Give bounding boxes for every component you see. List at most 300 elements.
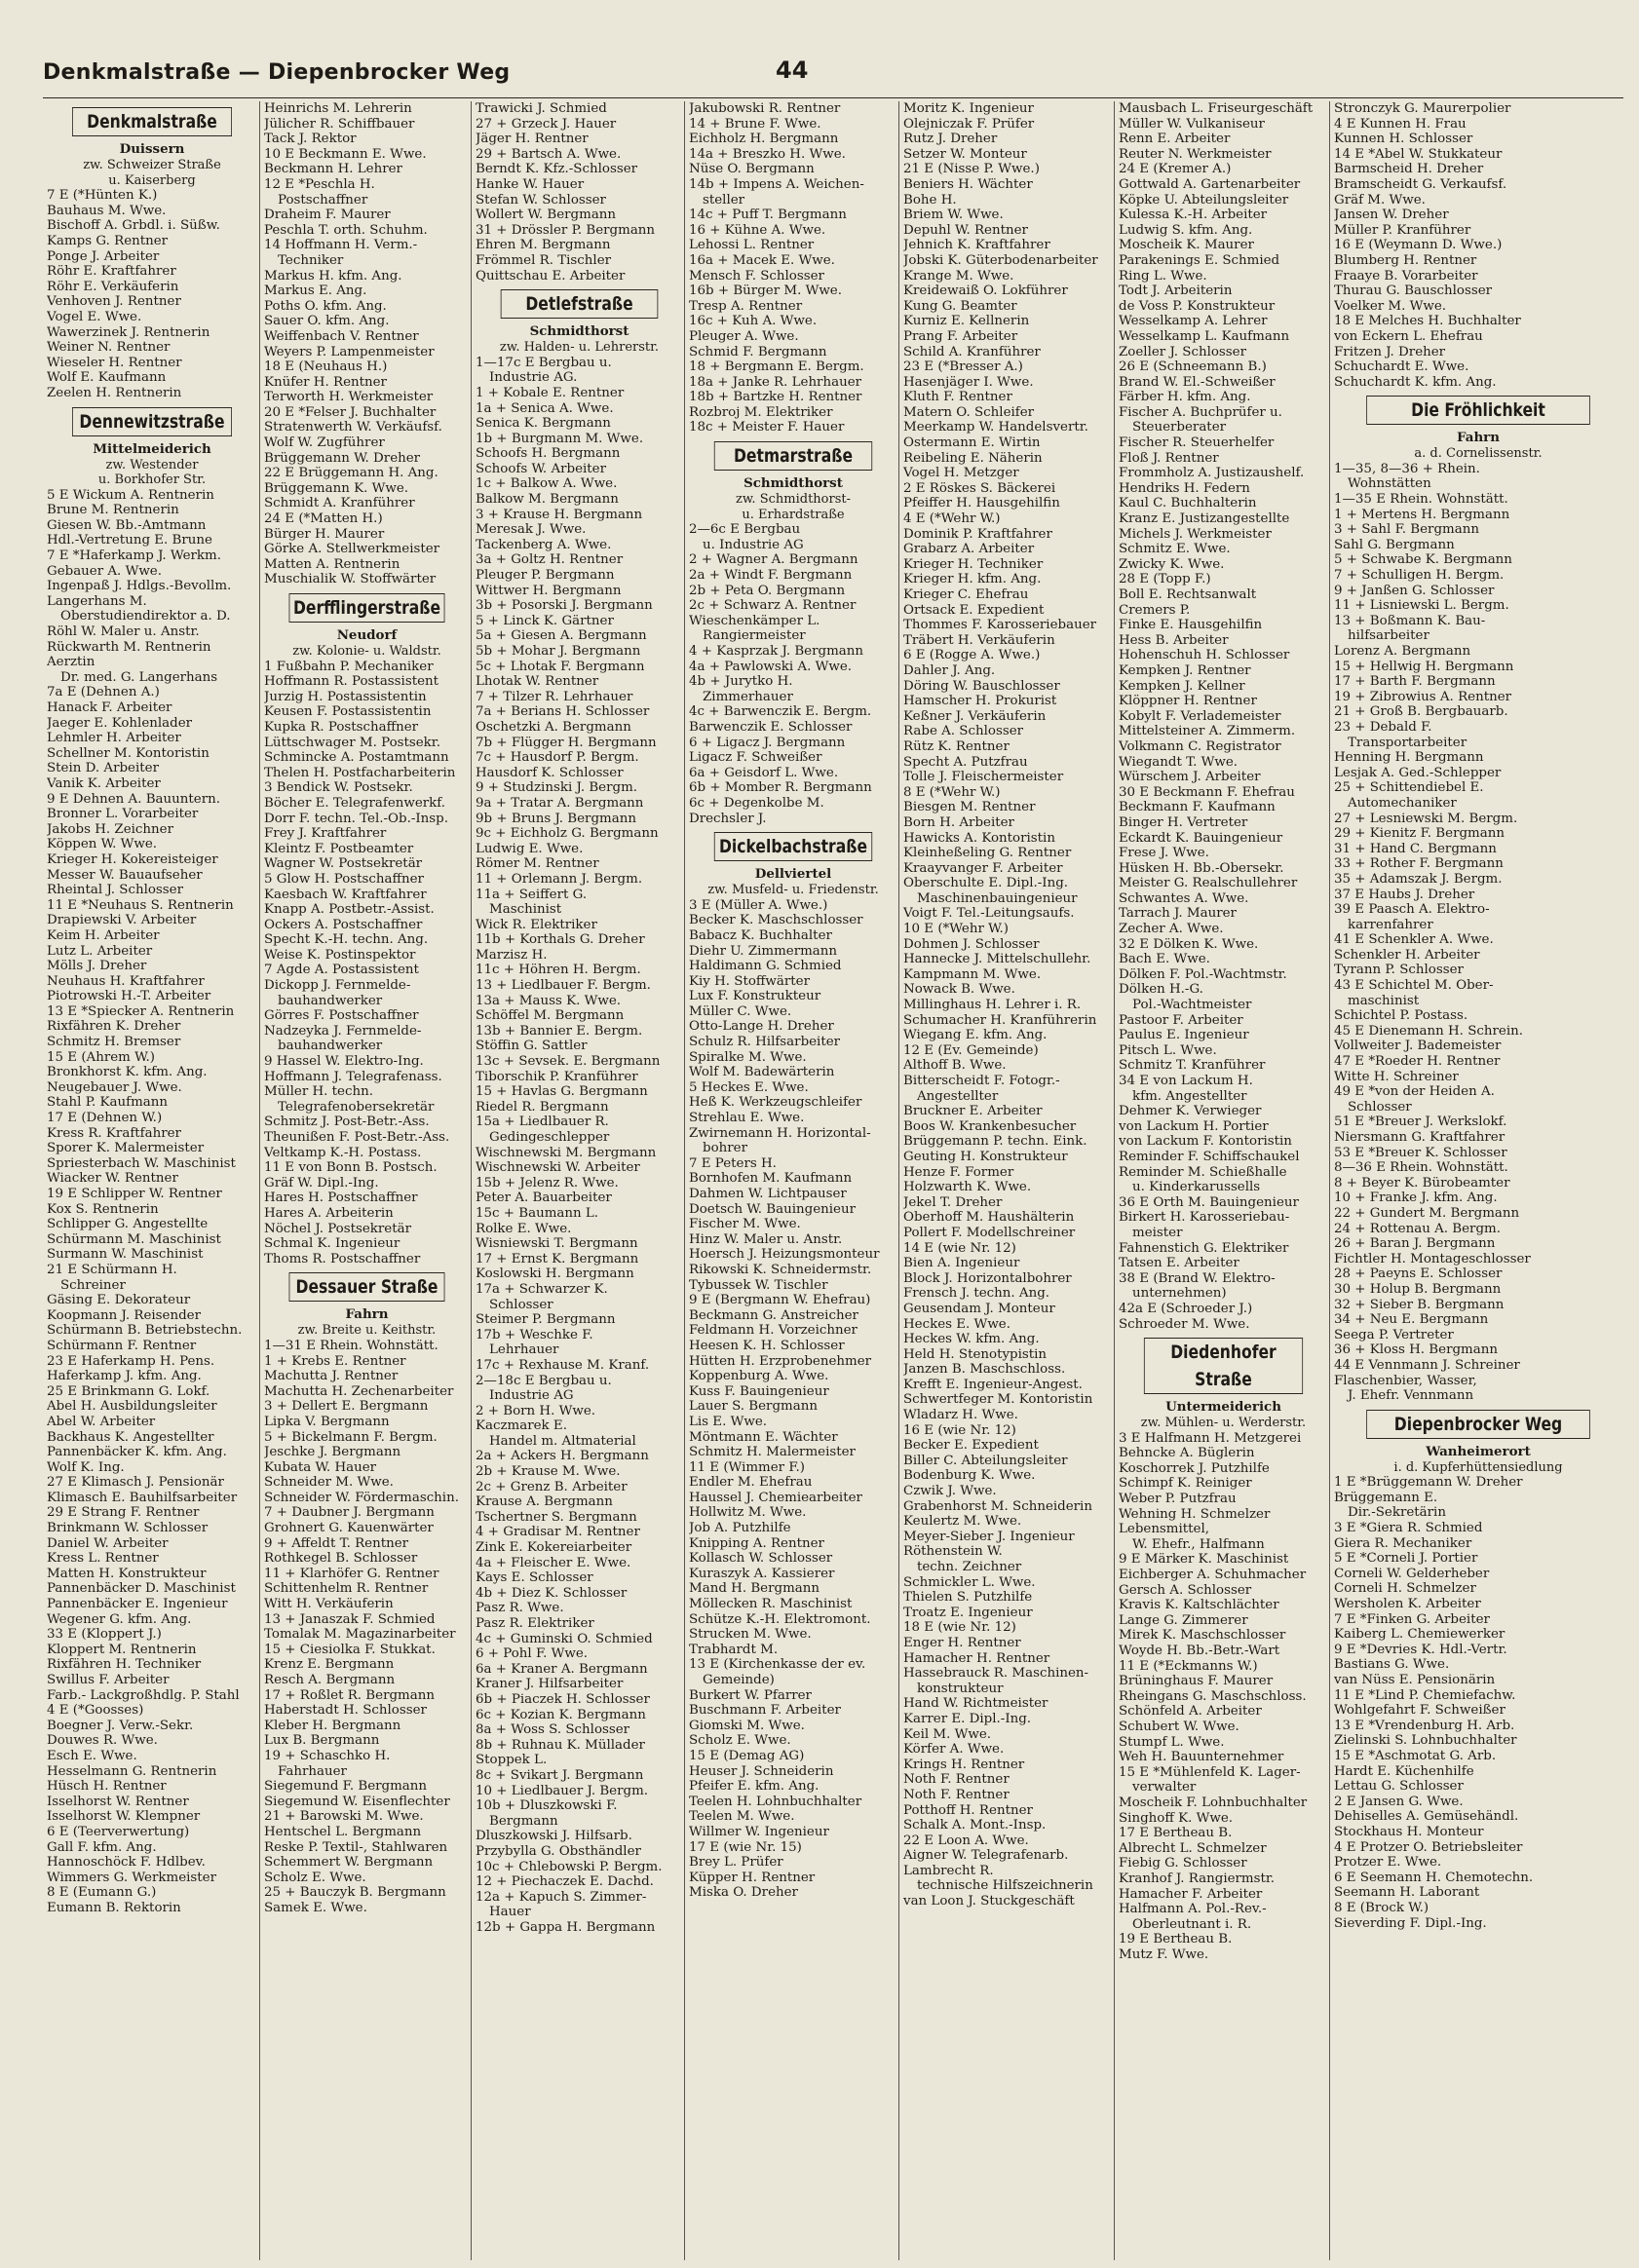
resident-entry: Keim H. Arbeiter [47, 927, 160, 943]
resident-entry: 11 E von Bonn B. Postsch. [264, 1160, 438, 1176]
entry-continuation: Schreiner [60, 1277, 126, 1293]
resident-entry: Kiy H. Stoffwärter [689, 973, 810, 989]
resident-entry: Schimpf K. Reiniger [1119, 1476, 1252, 1492]
resident-entry: Daniel W. Arbeiter [47, 1535, 169, 1551]
resident-entry: 3 Bendick W. Postsekr. [264, 780, 413, 796]
resident-entry: Nadzeyka J. Fernmelde- [264, 1023, 422, 1039]
resident-entry: 28 + Paeyns E. Schlosser [1334, 1266, 1503, 1282]
resident-entry: 9b + Bruns J. Bergmann [476, 811, 636, 826]
resident-entry: Tiborschik P. Kranführer [476, 1069, 638, 1084]
resident-entry: Ligacz F. Schweißer [689, 750, 822, 766]
resident-entry: Hannecke J. Mittelschullehr. [903, 952, 1091, 967]
resident-entry: 14 E *Abel W. Stukkateur [1334, 146, 1503, 162]
resident-entry: Specht K.-H. techn. Ang. [264, 932, 429, 948]
resident-entry: Teelen M. Wwe. [689, 1809, 795, 1825]
resident-entry: Seemann H. Laborant [1334, 1885, 1480, 1901]
resident-entry: Czwik J. Wwe. [903, 1484, 997, 1499]
resident-entry: Spiralke M. Wwe. [689, 1049, 807, 1065]
resident-entry: 19 E Bertheau B. [1119, 1932, 1233, 1947]
resident-entry: Knipping A. Rentner [689, 1535, 824, 1551]
resident-entry: Müller C. Wwe. [689, 1003, 792, 1019]
resident-entry: Giera R. Mechaniker [1334, 1535, 1472, 1551]
resident-entry: Schemmert W. Bergmann [264, 1855, 434, 1871]
resident-entry: Hess B. Arbeiter [1119, 632, 1229, 648]
entry-continuation: kfm. Angestellter [1132, 1088, 1247, 1104]
resident-entry: Kaiberg L. Chemiewerker [1334, 1627, 1506, 1643]
resident-entry: Schmidt A. Kranführer [264, 496, 415, 511]
resident-entry: Kulessa K.-H. Arbeiter [1119, 208, 1268, 223]
resident-entry: 10 + Liedlbauer J. Bergm. [476, 1783, 649, 1798]
resident-entry: Dahmen W. Lichtpauser [689, 1187, 847, 1201]
resident-entry: Weise K. Postinspektor [264, 947, 416, 963]
resident-entry: 13 E *Spiecker A. Rentnerin [47, 1003, 235, 1019]
resident-entry: 7 Agde A. Postassistent [264, 963, 419, 978]
resident-entry: Brand W. El.-Schweißer [1119, 374, 1276, 390]
resident-entry: Jeschke J. Bergmann [264, 1445, 401, 1460]
resident-entry: Boll E. Rechtsanwalt [1119, 587, 1257, 602]
resident-entry: Draheim F. Maurer [264, 208, 391, 223]
resident-entry: 15 + Ciesiolka F. Stukkat. [264, 1642, 436, 1657]
resident-entry: Douwes R. Wwe. [47, 1733, 158, 1749]
entry-continuation: karrenfahrer [1348, 917, 1433, 932]
entry-continuation: Maschinenbauingenieur [917, 890, 1078, 906]
resident-entry: 19 E Schlipper W. Rentner [47, 1187, 222, 1201]
resident-entry: Hausdorf K. Schlosser [476, 765, 624, 780]
resident-entry: 16 + Kühne A. Wwe. [689, 222, 826, 238]
entry-continuation: steller [703, 192, 745, 208]
resident-entry: 4c + Barwenczik E. Bergm. [689, 704, 872, 720]
resident-entry: Knapp A. Postbetr.-Assist. [264, 902, 435, 918]
resident-entry: Kurniz E. Kellnerin [903, 314, 1030, 329]
resident-entry: Beckmann G. Anstreicher [689, 1307, 858, 1323]
resident-entry: 5a + Giesen A. Bergmann [476, 628, 647, 644]
resident-entry: Pastoor F. Arbeiter [1119, 1012, 1243, 1028]
resident-entry: 9 + Affeldt T. Rentner [264, 1535, 409, 1551]
resident-entry: Röthenstein W. [903, 1544, 1003, 1560]
resident-entry: 11c + Höhren H. Bergm. [476, 963, 641, 978]
resident-entry: 29 + Bartsch A. Wwe. [476, 146, 622, 162]
resident-entry: 38 E (Brand W. Elektro- [1119, 1270, 1276, 1286]
resident-entry: Dickopp J. Fernmelde- [264, 978, 411, 994]
entry-continuation: Maschinist [489, 902, 562, 918]
resident-entry: Jurzig H. Postassistentin [264, 689, 427, 704]
resident-entry: Kampmann M. Wwe. [903, 966, 1042, 982]
resident-entry: Scholz E. Wwe. [264, 1870, 366, 1885]
entry-continuation: Angestellter [917, 1088, 999, 1104]
resident-entry: Bornhofen M. Kaufmann [689, 1171, 853, 1187]
resident-entry: Giesen W. Bb.-Amtmann [47, 517, 207, 533]
resident-entry: Wischnewski M. Bergmann [476, 1145, 657, 1160]
resident-entry: Brey L. Prüfer [689, 1855, 783, 1871]
resident-entry: 18 E (Neuhaus H.) [264, 359, 388, 375]
resident-entry: Tresp A. Rentner [689, 298, 803, 314]
resident-entry: Pollert F. Modellschreiner [903, 1225, 1076, 1240]
resident-entry: 12a + Kapuch S. Zimmer- [476, 1889, 647, 1905]
resident-entry: Volkmann C. Registrator [1119, 738, 1281, 754]
resident-entry: Kempken J. Rentner [1119, 662, 1251, 678]
resident-entry: Pasz R. Wwe. [476, 1601, 564, 1616]
resident-entry: Hawicks A. Kontoristin [903, 830, 1055, 846]
street-heading: Derfflingerstraße [289, 593, 445, 623]
resident-entry: Tack J. Rektor [264, 132, 357, 147]
resident-entry: 14 + Brune F. Wwe. [689, 116, 821, 132]
resident-entry: 1 + Mertens H. Bergmann [1334, 507, 1510, 522]
resident-entry: 17 + Roßlet R. Bergmann [264, 1687, 435, 1703]
resident-entry: Bodenburg K. Wwe. [903, 1468, 1036, 1484]
resident-entry: Schmitz J. Post-Betr.-Ass. [264, 1115, 430, 1130]
resident-entry: Ludwig S. kfm. Ang. [1119, 222, 1253, 238]
column-7 [1329, 101, 1624, 2260]
resident-entry: Rixfähren H. Techniker [47, 1657, 202, 1673]
resident-entry: Rütz K. Rentner [903, 738, 1010, 754]
resident-entry: Tolle J. Fleischermeister [903, 770, 1064, 785]
resident-entry: 18b + Bartzke H. Rentner [689, 390, 862, 405]
resident-entry: Holzwarth K. Wwe. [903, 1180, 1032, 1195]
resident-entry: 13 E (Kirchenkasse der ev. [689, 1657, 866, 1673]
resident-entry: Krieger H. Kokereisteiger [47, 851, 218, 867]
resident-entry: Stahl P. Kaufmann [47, 1095, 169, 1111]
resident-entry: Brüggemann K. Wwe. [264, 480, 409, 496]
resident-entry: 8 E (*Wehr W.) [903, 784, 1001, 800]
resident-entry: 13 E *Vrendenburg H. Arb. [1334, 1718, 1515, 1733]
resident-entry: Schneider M. Wwe. [264, 1475, 394, 1491]
resident-entry: Müller H. techn. [264, 1084, 373, 1100]
resident-entry: Bohe H. [903, 192, 957, 208]
resident-entry: Terworth H. Werkmeister [264, 390, 434, 405]
resident-entry: 4 E (*Goosses) [47, 1703, 144, 1719]
resident-entry: Schmickler L. Wwe. [903, 1574, 1036, 1590]
resident-entry: 24 E (*Matten H.) [264, 511, 383, 527]
resident-entry: 1 + Krebs E. Rentner [264, 1353, 406, 1369]
resident-entry: Zwirnemann H. Horizontal- [689, 1125, 871, 1141]
resident-entry: Karrer E. Dipl.-Ing. [903, 1711, 1032, 1726]
resident-entry: Köpke U. Abteilungsleiter [1119, 192, 1289, 208]
resident-entry: Thelen H. Postfacharbeiterin [264, 765, 456, 780]
resident-entry: Kubata W. Hauer [264, 1459, 377, 1475]
street-heading: Diedenhofer Straße [1144, 1338, 1303, 1394]
entry-continuation: u. Industrie AG [703, 537, 804, 552]
resident-entry: 16 E (wie Nr. 12) [903, 1422, 1016, 1438]
resident-entry: Giomski M. Wwe. [689, 1718, 805, 1733]
resident-entry: Dölken H.-G. [1119, 982, 1203, 998]
resident-entry: Fritzen J. Dreher [1334, 344, 1446, 359]
resident-entry: Reuter N. Werkmeister [1119, 146, 1272, 162]
resident-entry: Hdl.-Vertretung E. Brune [47, 533, 212, 548]
resident-entry: Matten H. Konstrukteur [47, 1566, 207, 1581]
resident-entry: Grabenhorst M. Schneiderin [903, 1498, 1092, 1514]
resident-entry: Vogel H. Metzger [903, 466, 1019, 481]
resident-entry: Senica K. Bergmann [476, 416, 611, 432]
street-location: i. d. Kupferhüttensiedlung [1393, 1459, 1563, 1475]
resident-entry: Pleuger P. Bergmann [476, 568, 615, 584]
resident-entry: 26 + Baran J. Bergmann [1334, 1236, 1496, 1252]
resident-entry: Fahnenstich G. Elektriker [1119, 1240, 1289, 1256]
resident-entry: Wiegang E. kfm. Ang. [903, 1028, 1048, 1043]
resident-entry: Mirek K. Maschschlosser [1119, 1628, 1286, 1644]
column-5 [898, 101, 1115, 2260]
resident-entry: Frömmel R. Tischler [476, 252, 612, 268]
resident-entry: Heesen K. H. Schlosser [689, 1338, 845, 1353]
resident-entry: Dorr F. techn. Tel.-Ob.-Insp. [264, 811, 448, 826]
street-heading: Dessauer Straße [289, 1272, 445, 1302]
resident-entry: Kluth F. Rentner [903, 390, 1012, 405]
resident-entry: Floß J. Rentner [1119, 450, 1219, 466]
resident-entry: Biller C. Abteilungsleiter [903, 1453, 1068, 1468]
resident-entry: Hamacher F. Arbeiter [1119, 1886, 1263, 1902]
resident-entry: 33 E (Kloppert J.) [47, 1627, 162, 1643]
resident-entry: Wagner W. Postsekretär [264, 856, 423, 872]
resident-entry: Weh H. Bauunternehmer [1119, 1750, 1284, 1765]
entry-continuation: Wohnstätten [1348, 476, 1431, 492]
resident-entry: Mittelsteiner A. Zimmerm. [1119, 724, 1296, 739]
resident-entry: 15c + Baumann L. [476, 1205, 599, 1221]
resident-entry: 2c + Schwarz A. Rentner [689, 598, 857, 614]
resident-entry: Lehmler H. Arbeiter [47, 731, 181, 746]
resident-entry: Wimmers G. Werkmeister [47, 1870, 216, 1885]
street-location: zw. Schweizer Straße [83, 158, 221, 172]
resident-entry: Keßner J. Verkäuferin [903, 708, 1047, 724]
resident-entry: Hoffmann R. Postassistent [264, 674, 439, 690]
resident-entry: 36 E Orth M. Bauingenieur [1119, 1194, 1299, 1210]
resident-entry: Paulus E. Ingenieur [1119, 1028, 1249, 1043]
resident-entry: 11a + Seiffert G. [476, 887, 588, 902]
resident-entry: Hasenjäger I. Wwe. [903, 374, 1034, 390]
resident-entry: Schalk A. Mont.-Insp. [903, 1818, 1047, 1833]
resident-entry: Marzisz H. [476, 947, 548, 963]
resident-entry: Aerztin [47, 655, 95, 670]
resident-entry: 10b + Dluszkowski F. [476, 1798, 618, 1814]
resident-entry: 2 + Born H. Wwe. [476, 1403, 596, 1418]
resident-entry: Meerkamp W. Handelsvertr. [903, 420, 1088, 435]
resident-entry: Peter A. Bauarbeiter [476, 1191, 612, 1206]
resident-entry: 13b + Bannier E. Bergm. [476, 1023, 643, 1039]
entry-continuation: Fahrhauer [278, 1763, 347, 1779]
resident-entry: Lhotak W. Rentner [476, 674, 599, 690]
resident-entry: Berndt K. Kfz.-Schlosser [476, 162, 638, 177]
resident-entry: 35 + Adamszak J. Bergm. [1334, 871, 1503, 887]
resident-entry: Dominik P. Kraftfahrer [903, 526, 1052, 542]
resident-entry: Oschetzki A. Bergmann [476, 719, 631, 735]
resident-entry: Zwicky K. Wwe. [1119, 556, 1225, 572]
resident-entry: 16 E (Weymann D. Wwe.) [1334, 238, 1503, 253]
resident-entry: Diehr U. Zimmermann [689, 943, 838, 959]
resident-entry: Wick R. Elektriker [476, 917, 597, 932]
resident-entry: Kranhof J. Rangiermstr. [1119, 1871, 1276, 1886]
street-location: zw. Schmidthorst- [736, 492, 851, 508]
resident-entry: Schichtel P. Postass. [1334, 1008, 1468, 1024]
resident-entry: Bronkhorst K. kfm. Ang. [47, 1065, 208, 1080]
resident-entry: Swillus F. Arbeiter [47, 1673, 170, 1687]
resident-entry: Lebensmittel, [1119, 1522, 1210, 1537]
resident-entry: 4c + Guminski O. Schmied [476, 1631, 653, 1646]
resident-entry: Kaul C. Buchhalterin [1119, 496, 1257, 511]
resident-entry: 13 + Boßmann K. Bau- [1334, 613, 1486, 628]
resident-entry: Doetsch W. Bauingenieur [689, 1201, 856, 1217]
resident-entry: 2a + Ackers H. Bergmann [476, 1449, 649, 1464]
resident-entry: Isselhorst W. Klempner [47, 1809, 201, 1825]
street-heading: Dennewitzstraße [72, 407, 232, 436]
resident-entry: Hamacher H. Rentner [903, 1650, 1050, 1666]
resident-entry: Sahl G. Bergmann [1334, 537, 1455, 552]
resident-entry: Müller W. Vulkaniseur [1119, 116, 1265, 132]
resident-entry: 15 E (Demag AG) [689, 1748, 805, 1763]
resident-entry: van Nüss E. Pensionärin [1334, 1673, 1496, 1687]
resident-entry: Dehmer K. Verwieger [1119, 1104, 1262, 1119]
resident-entry: Jakubowski R. Rentner [689, 101, 841, 116]
street-location: zw. Musfeld- u. Friedenstr. [707, 883, 879, 898]
resident-entry: Tyrann P. Schlosser [1334, 963, 1464, 978]
entry-continuation: J. Ehefr. Vennmann [1348, 1388, 1474, 1404]
resident-entry: Lutz L. Arbeiter [47, 943, 153, 959]
resident-entry: 13c + Sevsek. E. Bergmann [476, 1054, 661, 1070]
district-name: Untermeiderich [1165, 1399, 1281, 1416]
entry-continuation: Steuerberater [1132, 420, 1227, 435]
entry-continuation: Industrie AG [489, 1388, 574, 1404]
resident-entry: 4b + Jurytko H. [689, 674, 793, 690]
resident-entry: Küpper H. Rentner [689, 1870, 816, 1885]
resident-entry: Oberhoff M. Haushälterin [903, 1210, 1075, 1226]
resident-entry: Meresak J. Wwe. [476, 522, 587, 538]
resident-entry: Kupka R. Postschaffner [264, 719, 419, 735]
resident-entry: Wollert W. Bergmann [476, 208, 617, 223]
resident-entry: Wehning H. Schmelzer [1119, 1506, 1271, 1522]
resident-entry: Zielinski S. Lohnbuchhalter [1334, 1733, 1517, 1749]
resident-entry: Stein D. Arbeiter [47, 761, 159, 776]
resident-entry: 10 E (*Wehr W.) [903, 922, 1010, 937]
resident-entry: 20 E *Felser J. Buchhalter [264, 404, 437, 420]
resident-entry: Heckes E. Wwe. [903, 1316, 1010, 1332]
resident-entry: Reminder M. Schießhalle [1119, 1164, 1287, 1180]
resident-entry: Mensch F. Schlosser [689, 268, 824, 284]
resident-entry: 19 + Schaschko H. [264, 1748, 391, 1763]
resident-entry: 5b + Mohar J. Bergmann [476, 644, 641, 659]
resident-entry: Kloppert M. Rentnerin [47, 1642, 197, 1657]
resident-entry: 9 Hassel W. Elektro-Ing. [264, 1054, 424, 1070]
district-name: Mittelmeiderich [93, 440, 211, 457]
resident-entry: 36 + Kloss H. Bergmann [1334, 1342, 1498, 1358]
resident-entry: 8b + Ruhnau K. Müllader [476, 1737, 645, 1753]
resident-entry: Reminder F. Schiffschaukel [1119, 1149, 1300, 1164]
resident-entry: Hanack F. Arbeiter [47, 700, 172, 715]
resident-entry: Koschorrek J. Putzhilfe [1119, 1460, 1270, 1476]
resident-entry: Tomalak M. Magazinarbeiter [264, 1627, 456, 1643]
street-location: u. Erhardstraße [742, 507, 845, 522]
entry-continuation: W. Ehefr., Halfmann [1132, 1536, 1265, 1552]
resident-entry: 13 + Janaszak F. Schmied [264, 1611, 436, 1627]
resident-entry: Siegemund W. Eisenflechter [264, 1794, 450, 1809]
resident-entry: Hollwitz M. Wwe. [689, 1505, 807, 1521]
resident-entry: Geusendam J. Monteur [903, 1301, 1055, 1316]
resident-entry: Veltkamp K.-H. Postass. [264, 1145, 422, 1160]
resident-entry: Zink E. Kokereiarbeiter [476, 1540, 632, 1556]
entry-continuation: bauhandwerker [278, 1039, 383, 1054]
resident-entry: Hoersch J. Heizungsmonteur [689, 1247, 880, 1263]
resident-entry: Aigner W. Telegrafenarb. [903, 1848, 1069, 1864]
resident-entry: 11 + Orlemann J. Bergm. [476, 871, 643, 887]
resident-entry: 9 + Studzinski J. Bergm. [476, 780, 638, 796]
resident-entry: Schoofs W. Arbeiter [476, 461, 606, 476]
resident-entry: Fischer A. Buchprüfer u. [1119, 404, 1282, 420]
resident-entry: 6a + Geisdorf L. Wwe. [689, 765, 839, 780]
resident-entry: 14c + Puff T. Bergmann [689, 208, 847, 223]
resident-entry: 1—17c E Bergbau u. [476, 355, 612, 370]
resident-entry: Flaschenbier, Wasser, [1334, 1373, 1477, 1388]
resident-entry: Römer M. Rentner [476, 856, 599, 872]
resident-entry: Surmann W. Maschinist [47, 1247, 204, 1263]
entry-continuation: techn. Zeichner [917, 1560, 1022, 1574]
resident-entry: 6b + Momber R. Bergmann [689, 780, 872, 796]
resident-entry: 44 E Vennmann J. Schreiner [1334, 1357, 1520, 1373]
resident-entry: 22 E Brüggemann H. Ang. [264, 466, 438, 481]
resident-entry: 8 E (Eumann G.) [47, 1885, 157, 1901]
street-heading: Denkmalstraße [72, 107, 232, 136]
resident-entry: Krause A. Bergmann [476, 1494, 613, 1510]
resident-entry: Rückwarth M. Rentnerin [47, 639, 211, 655]
resident-entry: Pitsch L. Wwe. [1119, 1042, 1217, 1058]
street-heading: Dickelbachstraße [714, 832, 872, 861]
resident-entry: 12b + Gappa H. Bergmann [476, 1919, 656, 1935]
resident-entry: Rolke E. Wwe. [476, 1221, 572, 1236]
resident-entry: Ehren M. Bergmann [476, 238, 611, 253]
resident-entry: Frey J. Kraftfahrer [264, 826, 387, 842]
resident-entry: Moscheik K. Maurer [1119, 238, 1254, 253]
resident-entry: 10c + Chlebowski P. Bergm. [476, 1859, 663, 1874]
entry-continuation: Oberstudiendirektor a. D. [60, 609, 231, 624]
resident-entry: 17a + Schwarzer K. [476, 1281, 608, 1297]
resident-entry: 12 E *Peschla H. [264, 176, 375, 192]
resident-entry: Thielen S. Putzhilfe [903, 1590, 1033, 1606]
resident-entry: Peschla T. orth. Schuhm. [264, 222, 428, 238]
resident-entry: Hendriks H. Federn [1119, 480, 1250, 496]
resident-entry: Jäger H. Rentner [476, 132, 589, 147]
resident-entry: 7 E *Finken G. Arbeiter [1334, 1611, 1490, 1627]
resident-entry: Zecher A. Wwe. [1119, 922, 1224, 937]
resident-entry: 6 E (Teerverwertung) [47, 1824, 190, 1839]
street-location: zw. Mühlen- u. Werderstr. [1140, 1416, 1307, 1431]
resident-entry: 15 + Havlas G. Bergmann [476, 1084, 648, 1100]
resident-entry: Wieschenkämper L. [689, 613, 820, 628]
resident-entry: Görke A. Stellwerkmeister [264, 542, 440, 557]
street-location: zw. Kolonie- u. Waldstr. [292, 644, 441, 659]
resident-entry: Nowack B. Wwe. [903, 982, 1015, 998]
resident-entry: Schmal K. Ingenieur [264, 1236, 400, 1252]
resident-entry: 3 E *Giera R. Schmied [1334, 1521, 1483, 1536]
resident-entry: 23 E (*Bresser A.) [903, 359, 1023, 375]
resident-entry: Schmid F. Bergmann [689, 344, 827, 359]
resident-entry: Sauer O. kfm. Ang. [264, 314, 390, 329]
resident-entry: Neugebauer J. Wwe. [47, 1079, 182, 1095]
resident-entry: Keulertz M. Wwe. [903, 1514, 1022, 1530]
street-location: zw. Halden- u. Lehrerstr. [499, 340, 660, 356]
entry-continuation: Rangiermeister [703, 628, 806, 644]
resident-entry: Voigt F. Tel.-Leitungsaufs. [903, 906, 1075, 922]
resident-entry: 14a + Breszko H. Wwe. [689, 146, 846, 162]
resident-entry: Corneli W. Gelderheber [1334, 1566, 1490, 1581]
resident-entry: Wawerzinek J. Rentnerin [47, 324, 210, 340]
resident-entry: Brinkmann W. Schlosser [47, 1521, 209, 1536]
resident-entry: Kempken J. Kellner [1119, 678, 1245, 694]
resident-entry: Bürger H. Maurer [264, 526, 385, 542]
column-2 [259, 101, 472, 2260]
resident-entry: Markus E. Ang. [264, 284, 367, 299]
resident-entry: Schürmann F. Rentner [47, 1338, 197, 1353]
resident-entry: Henze F. Former [903, 1164, 1014, 1180]
resident-entry: Binger H. Vertreter [1119, 814, 1248, 830]
resident-entry: Wischnewski W. Arbeiter [476, 1160, 640, 1176]
resident-entry: Hannoschöck F. Hdlbev. [47, 1855, 206, 1871]
resident-entry: Boegner J. Verw.-Sekr. [47, 1718, 194, 1733]
resident-entry: 30 + Holup B. Bergmann [1334, 1281, 1502, 1297]
